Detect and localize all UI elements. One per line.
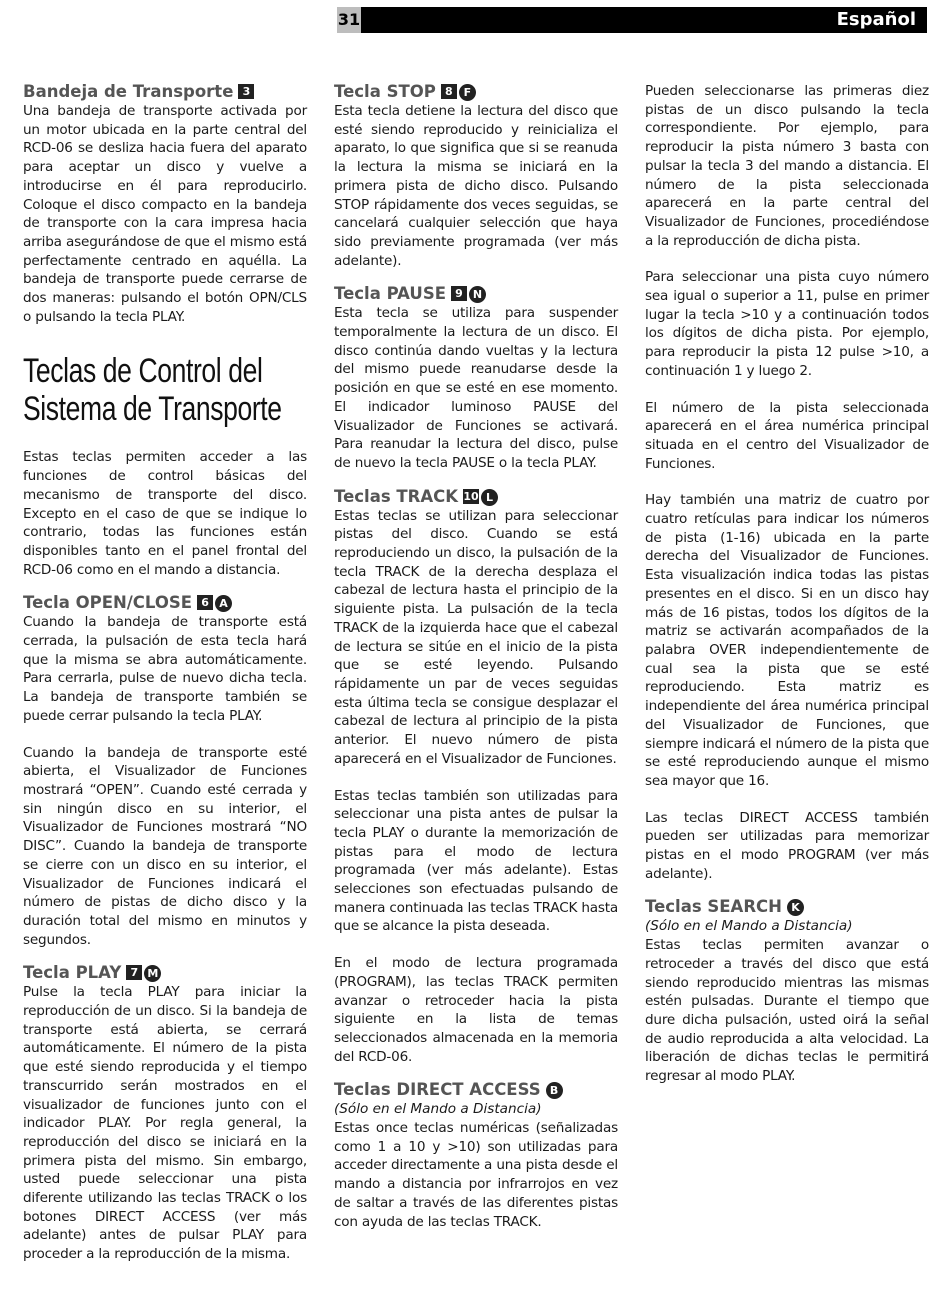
play-badge: 7 — [126, 965, 142, 980]
track-text-3: En el modo de lectura programada (PROGRAM), las teclas TRACK permiten avanzar o retroceder hacia la pista siguiente en la lista de temas seleccionados almacenada en la memoria del RCD-06. — [334, 955, 618, 1065]
col3-text-2: Para seleccionar una pista cuyo número sea igual o superior a 11, pulse en primer lugar la tecla >10 y a continuación todos los dígitos de dicha pista. Por ejemplo, para reproducir la pista 12 pulse >10, a continuación 1 y luego 2. — [645, 269, 929, 379]
bandeja-badge: 3 — [238, 84, 254, 99]
direct-access-text: Estas once teclas numéricas (señalizadas como 1 a 10 y >10) son utilizadas para acceder directamente a una pista desde el mando a distancia por infrarrojos en vez de saltar a través de las diferentes pistas con ayuda de las teclas TRACK. — [334, 1120, 618, 1230]
bandeja-text: Una bandeja de transporte activada por un motor ubicada en la parte central del RCD-06 se desliza hacia fuera del aparato para aceptar un disco y vuelve a introducirse en él para reproducirlo. Coloque el disco compacto en la bandeja de transporte con la cara impresa hacia arriba asegurándose de que el mismo está perfectamente centrado en aquélla. La bandeja de transporte puede cerrarse de dos maneras: pulsando el botón OPN/CLS o pulsando la tecla PLAY. — [23, 103, 307, 325]
col3-text-4: Hay también una matriz de cuatro por cuatro retículas para indicar los números de pista (1-16) ubicada en la parte derecha del Visualizador de Funciones. Esta visualización indica todas las pistas presentes en el disco. Si en un disco hay más de 16 pistas, todos los dígitos de la matriz se activarán acompañados de la palabra OVER independientemente de cual sea la pista que se esté reproduciendo. Esta matriz es independiente del área numérica principal del Visualizador de Funciones, que siempre indicará el número de la pista que se esté reproduciendo aunque el mismo sea mayor que 16. — [645, 492, 929, 789]
pause-heading: Tecla PAUSE 9 N — [334, 284, 618, 304]
open-close-text-1: Cuando la bandeja de transporte está cerrada, la pulsación de esta tecla hará que la misma se abra automáticamente. Para cerrarla, pulse de nuevo dicha tecla. La bandeja de transporte también se puede cerrar pulsando la tecla PLAY. — [23, 614, 307, 724]
play-text: Pulse la tecla PLAY para iniciar la reproducción de un disco. Si la bandeja de transporte está abierta, se cerrará automáticamente. El número de la pista que esté siendo reproducida y el tiempo transcurrido serán mostrados en el visualizador de funciones junto con el indicador PLAY. Por regla general, la reproducción del disco se iniciará en la primera pista del mismo. Sin embargo, usted puede seleccionar una pista diferente utilizando las teclas TRACK o los botones DIRECT ACCESS (ver más adelante) antes de pulsar PLAY para proceder a la reproducción de la misma. — [23, 984, 307, 1263]
search-text: Estas teclas permiten avanzar o retroceder a través del disco que está siendo reproducido mientras las mismas estén pulsadas. Durante el tiempo que dure dicha pulsación, usted oirá la señal de audio reproducida a alta velocidad. La liberación de dichas teclas le permitirá regresar al modo PLAY. — [645, 937, 929, 1085]
open-close-heading: Tecla OPEN/CLOSE 6 A — [23, 593, 307, 613]
language-label: Español — [836, 9, 916, 30]
track-text-2: Estas teclas también son utilizadas para seleccionar una pista antes de pulsar la tecla PLAY o durante la memorización de pistas para el modo de lectura programada (ver más adelante). Estas selecciones son efectuadas pulsando de manera continuada las teclas TRACK hasta que se alcance la pista deseada. — [334, 787, 619, 935]
open-badge: 6 — [197, 595, 213, 610]
bandeja-heading: Bandeja de Transporte 3 — [23, 82, 307, 102]
play-circle-badge: M — [144, 965, 161, 982]
direct-access-heading: Teclas DIRECT ACCESS B — [334, 1080, 618, 1100]
search-subtitle: (Sólo en el Mando a Distancia) — [645, 918, 853, 935]
play-heading: Tecla PLAY 7 M — [23, 963, 307, 983]
col3-text-3: El número de la pista seleccionada aparecerá en el área numérica principal situada en el centro del Visualizador de Funciones. — [645, 399, 929, 472]
section-intro: Estas teclas permiten acceder a las funciones de control básicas del mecanismo de transporte del disco. Excepto en el caso de que se indique lo contrario, todas las funciones están disponibles tanto en el panel frontal del RCD-06 como en el mando a distancia. — [23, 449, 307, 578]
pause-circle-badge: N — [469, 286, 486, 303]
stop-circle-badge: F — [459, 84, 476, 101]
track-circle-badge: L — [481, 489, 498, 506]
stop-heading: Tecla STOP 8 F — [334, 82, 618, 102]
search-heading: Teclas SEARCH K — [645, 897, 929, 917]
track-badge: 10 — [463, 489, 479, 503]
pause-text: Esta tecla se utiliza para suspender temporalmente la lectura de un disco. El disco continúa dando vueltas y la lectura del mismo puede reanudarse desde la posición en que se esté en ese momento. El indicador luminoso PAUSE del Visualizador de Funciones se activará. Para reanudar la lectura del disco, pulse de nuevo la tecla PAUSE o la tecla PLAY. — [334, 305, 618, 471]
stop-text: Esta tecla detiene la lectura del disco que esté siendo reproducido y reinicializa el aparato, lo que significa que si se reanuda la lectura la misma se iniciará en la primera pista de dicho disco. Pulsando STOP rápidamente dos veces seguidas, se cancelará cualquier selección que haya sido previamente programada (ver más adelante). — [334, 103, 618, 269]
column-2 — [334, 82, 618, 1231]
col3-text-1: Pueden seleccionarse las primeras diez pistas de un disco pulsando la tecla correspondiente. Por ejemplo, para reproducir la pista número 3 basta con pulsar la tecla 3 del mando a distancia. El número de la pista seleccionada aparecerá en la parte central del Visualizador de Funciones, procediéndose a la reproducción de dicha pista. — [645, 83, 929, 249]
stop-badge: 8 — [441, 84, 457, 99]
search-circle-badge: K — [787, 899, 804, 916]
track-text-1: Estas teclas se utilizan para seleccionar pistas del disco. Cuando se está reproduciendo un disco, la pulsación de la tecla TRACK de la derecha desplaza el cabezal de lectura hasta el principio de la siguiente pista. La pulsación de la tecla TRACK de la izquierda hace que el cabezal de lectura se sitúe en el inicio de la pista que se esté leyendo. Pulsando rápidamente un par de veces seguidas esta última tecla se consigue desplazar el cabezal de lectura al principio de la pista anterior. El nuevo número de pista aparecerá en el Visualizador de Funciones. — [334, 507, 618, 767]
open-circle-badge: A — [215, 595, 232, 612]
track-heading: Teclas TRACK 10 L — [334, 487, 618, 507]
col3-text-5: Las teclas DIRECT ACCESS también pueden ser utilizadas para memorizar pistas en el modo PROGRAM (ver más adelante). — [645, 809, 929, 882]
direct-circle-badge: B — [546, 1082, 563, 1099]
section-title: Teclas de Control del Sistema de Transporte — [23, 352, 282, 429]
open-close-text-2: Cuando la bandeja de transporte esté abierta, el Visualizador de Funciones mostrará “OPEN”. Cuando esté cerrada y sin ningún disco en su interior, el Visualizador de Funciones mostrará “NO DISC”. Cuando la bandeja de transporte se cierre con un disco en su interior, el Visualizador de Funciones indicará el número de pistas de dicho disco y la duración total del mismo en minutos y segundos. — [23, 744, 307, 948]
column-1 — [23, 82, 307, 1264]
page-number: 31 — [337, 7, 361, 33]
column-3 — [645, 82, 929, 1086]
direct-access-subtitle: (Sólo en el Mando a Distancia) — [334, 1101, 542, 1118]
pause-badge: 9 — [451, 286, 467, 301]
